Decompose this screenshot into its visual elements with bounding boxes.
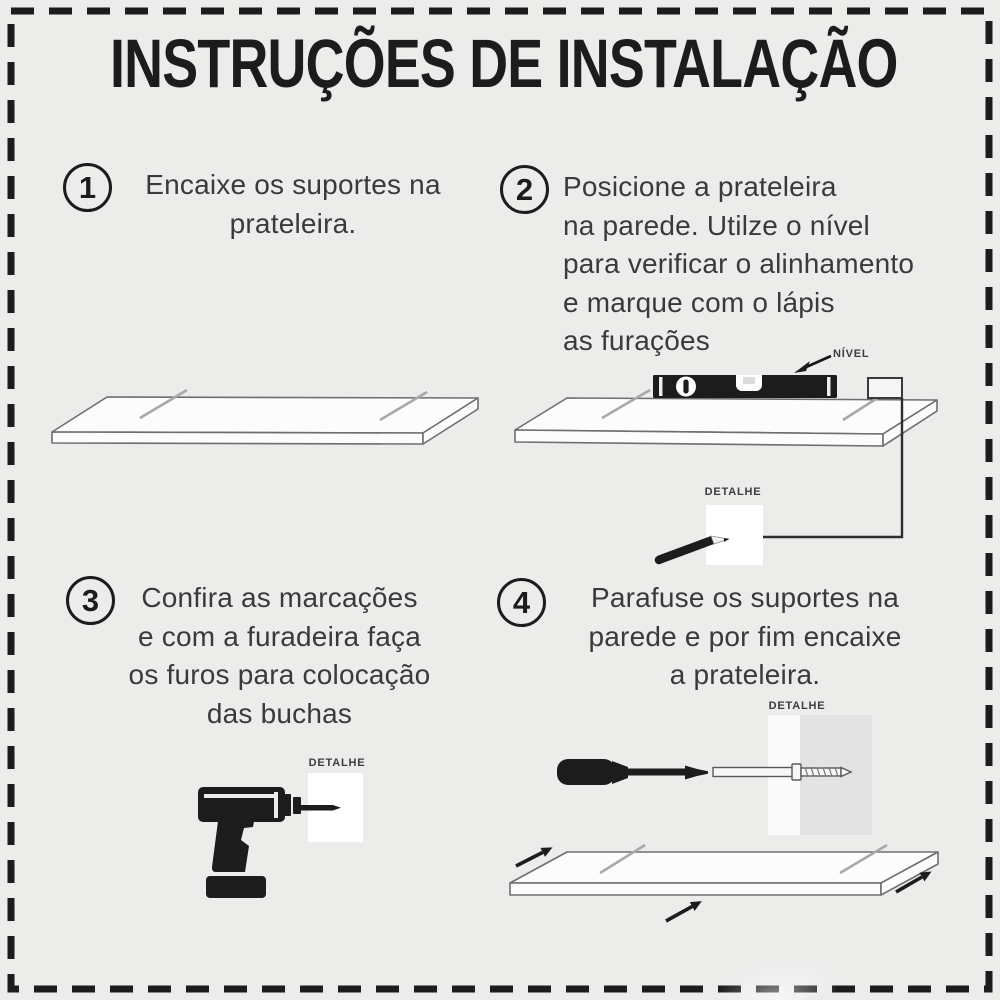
nivel-arrow-icon xyxy=(794,356,831,373)
drill-detail-illustration xyxy=(150,748,385,908)
step-1-number: 1 xyxy=(63,163,112,212)
detail-box xyxy=(706,505,763,565)
step-3-number: 3 xyxy=(66,576,115,625)
step-4-number: 4 xyxy=(497,578,546,627)
shelf-push-on-illustration xyxy=(500,840,950,940)
step-2-number: 2 xyxy=(500,165,549,214)
spirit-level-icon xyxy=(653,375,837,398)
push-arrow-icon xyxy=(664,897,705,926)
shelf-board-icon xyxy=(510,852,938,895)
nivel-label: NÍVEL xyxy=(833,348,870,360)
text-line: e com a furadeira faça xyxy=(138,620,421,652)
text-line: Parafuse os suportes na xyxy=(590,582,900,613)
step-2-text xyxy=(563,168,963,361)
text-line: e marque com o lápis xyxy=(563,286,835,318)
step-4-text xyxy=(545,579,945,695)
text-line: a prateleira. xyxy=(669,659,821,690)
text-line: para verificar o alinhamento xyxy=(563,248,915,279)
text-line: na parede. Utilze o nível xyxy=(563,209,870,241)
text-line: Confira as marcações xyxy=(141,582,418,613)
screwdriver-icon xyxy=(557,759,708,785)
detalhe-label-step2: DETALHE xyxy=(704,486,762,498)
detalhe-label-step3: DETALHE xyxy=(308,757,366,769)
text-line: Encaixe os suportes na xyxy=(145,169,441,200)
shelf-board-icon xyxy=(515,398,937,446)
screwdriver-screw-wall-illustration xyxy=(500,695,930,843)
shelf-with-supports-illustration xyxy=(40,372,490,460)
step-1-text xyxy=(118,166,468,243)
text-line: Posicione a prateleira xyxy=(563,171,837,202)
shelf-level-detail-illustration xyxy=(505,350,950,566)
step-3-text xyxy=(72,579,487,733)
text-line: das buchas xyxy=(206,697,353,729)
page-title: INSTRUÇÕES DE INSTALAÇÃO xyxy=(110,25,898,102)
shelf-board-icon xyxy=(52,397,478,444)
callout-source-box xyxy=(868,378,902,398)
text-line: prateleira. xyxy=(229,207,357,239)
text-line: parede e por fim encaixe xyxy=(588,620,902,652)
text-line: as furações xyxy=(563,325,710,356)
text-line: os furos para colocação xyxy=(128,659,431,690)
detalhe-label-step4: DETALHE xyxy=(768,700,826,712)
